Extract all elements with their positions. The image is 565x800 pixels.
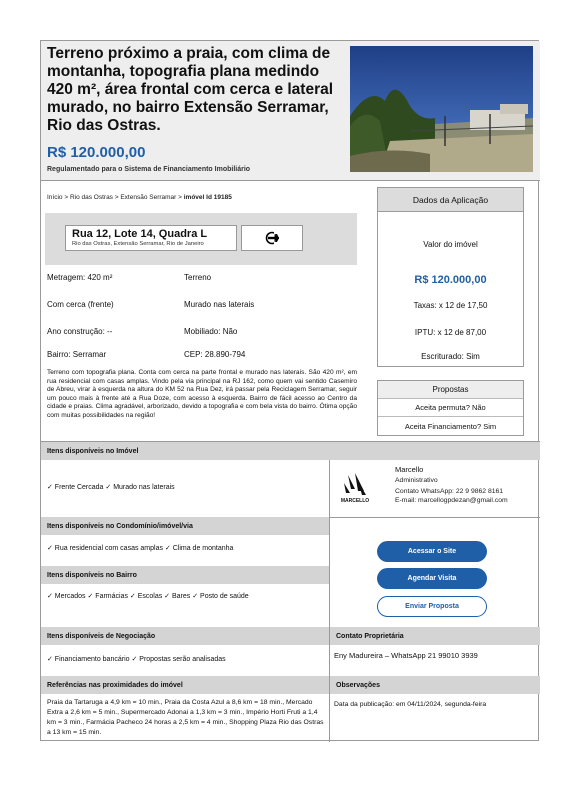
column-divider-2 <box>329 518 330 627</box>
observations-title: Observações <box>330 676 540 694</box>
breadcrumb-path[interactable]: Início > Rio das Ostras > Extensão Serramar > <box>47 194 184 201</box>
section-imovel-title: Itens disponíveis no Imóvel <box>41 442 540 460</box>
section-negociacao-items: ✓ Financiamento bancário ✓ Propostas serão analisadas <box>47 656 226 663</box>
feature-mobiliado: Mobiliado: Não <box>184 327 238 336</box>
feature-metragem: Metragem: 420 m² <box>47 273 113 282</box>
breadcrumb-current: imóvel Id 19185 <box>183 194 232 201</box>
navigate-button[interactable] <box>241 225 303 251</box>
property-value-label: Valor do imóvel <box>423 240 478 249</box>
section-bairro-title: Itens disponíveis no Bairro <box>41 566 329 584</box>
proposals-panel <box>377 380 524 436</box>
schedule-visit-button[interactable]: Agendar Visita <box>377 568 487 589</box>
financiamento-row: Aceita Financiamento? Sim <box>404 421 497 431</box>
section-condominio-title: Itens disponíveis no Condomínio/imóvel/via <box>41 517 329 535</box>
feature-tipo: Terreno <box>184 273 212 282</box>
application-price: R$ 120.000,00 <box>414 274 487 286</box>
feature-cep: CEP: 28.890-794 <box>184 350 246 359</box>
right-divider-1 <box>329 517 540 518</box>
escriturado-value: Escriturado: Sim <box>421 352 480 361</box>
arrow-right-circle-icon <box>265 231 279 245</box>
property-sheet <box>40 40 539 741</box>
section-imovel-items: ✓ Frente Cercada ✓ Murado nas laterais <box>47 484 175 491</box>
section-referencias-text: Praia da Tartaruga a 4,9 km = 10 min., Praia da Costa Azul a 8,6 km = 18 min., Mercado Extra a 2,6 km = 5 min., Supermercado Adonai a 1,3 km = 3 min., Império Horti Fruti a 1,4 km = 3 min., Farmácia Pacheco 24 horas a 2,5 km = 4 min., Shopping Plaza Rio das Ostras a 13 km = 15 min. <box>47 699 324 736</box>
section-bairro-items: ✓ Mercados ✓ Farmácias ✓ Escolas ✓ Bares ✓ Posto de saúde <box>47 593 249 600</box>
marcello-logo-icon <box>338 471 372 507</box>
column-divider <box>329 460 330 517</box>
property-description: Terreno com topografia plana. Conta com cerca na parte frontal e murado nas laterais. São 420 m², em rua residencial com casas amplas. Vindo pela via principal na RJ 162, como quem vai sentido Casemiro de Abreu, virar à esquerda na altura do KM 52 na Rua Dez, irá passar pela Reciclagem Serramar, seguir um pouco mais à frente até a Rua Doze, com acesso à esquerda. Bairro de fácil acesso ao Centro da cidade e praias. Clima agradável, arborizado, devido a topografia e com bela vista do bairro. Ótima opção com muitas possibilidades na região! <box>47 369 357 419</box>
section-referencias-title: Referências nas proximidades do imóvel <box>41 676 329 694</box>
agent-email[interactable]: E-mail: marcellogpdezan@gmail.com <box>395 497 508 504</box>
proposals-title: Propostas <box>378 381 523 399</box>
listing-title: Terreno próximo a praia, com clima de montanha, topografia plana medindo 420 m², área frontal com cerca e lateral murado, no bairro Extensão Serramar, Rio das Ostras. <box>47 45 334 134</box>
feature-bairro: Bairro: Serramar <box>47 350 107 359</box>
owner-contact-text: Eny Madureira – WhatsApp 21 99010 3939 <box>334 651 478 660</box>
section-condominio-items: ✓ Rua residencial com casas amplas ✓ Clima de montanha <box>47 545 234 552</box>
property-photo[interactable] <box>350 46 533 172</box>
iptu-value: IPTU: x 12 de 87,00 <box>414 328 487 337</box>
listing-price: R$ 120.000,00 <box>47 144 146 161</box>
feature-cerca: Com cerca (frente) <box>47 300 114 309</box>
agent-name: Marcello <box>395 465 424 474</box>
taxas-value: Taxas: x 12 de 17,50 <box>413 301 488 310</box>
feature-ano: Ano construção: -- <box>47 327 113 336</box>
address-box <box>45 213 357 265</box>
send-proposal-button[interactable]: Enviar Proposta <box>377 596 487 617</box>
logo-text: MARCELLO <box>340 498 370 504</box>
observations-text: Data da publicação: em 04/11/2024, segunda-feira <box>334 701 487 708</box>
agent-whatsapp[interactable]: Contato WhatsApp: 22 9 9862 8161 <box>395 488 504 495</box>
application-title: Dados da Aplicação <box>378 188 523 212</box>
access-site-button[interactable]: Acessar o Site <box>377 541 487 562</box>
breadcrumb[interactable] <box>47 194 232 201</box>
address-city: Rio das Ostras, Extensão Serramar, Rio de Janeiro <box>72 241 204 247</box>
permuta-row: Aceita permuta? Não <box>378 399 523 417</box>
owner-contact-title: Contato Proprietária <box>330 627 540 645</box>
listing-header <box>41 41 540 181</box>
section-negociacao-title: Itens disponíveis de Negociação <box>41 627 329 645</box>
application-panel <box>377 187 524 367</box>
financing-note: Regulamentado para o Sistema de Financiamento Imobiliário <box>47 166 251 173</box>
agent-role: Administrativo <box>395 477 438 484</box>
address-card <box>65 225 237 251</box>
feature-murado: Murado nas laterais <box>184 300 255 309</box>
address-street: Rua 12, Lote 14, Quadra L <box>72 228 208 240</box>
